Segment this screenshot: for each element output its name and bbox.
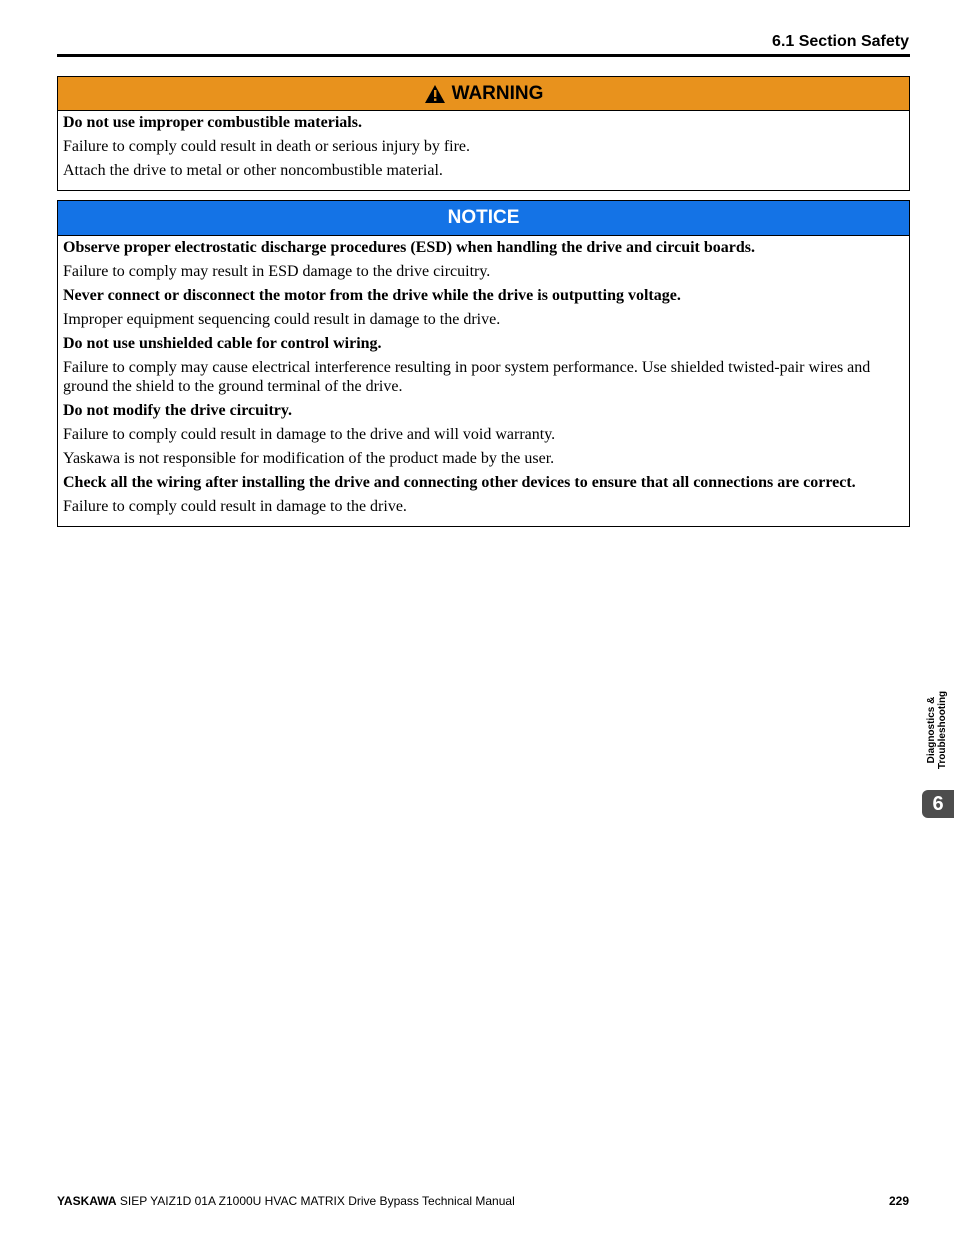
notice-line: Improper equipment sequencing could result in damage to the drive. — [63, 311, 501, 328]
warning-line: Attach the drive to metal or other noncombustible material. — [63, 162, 443, 179]
footer-brand: YASKAWA — [57, 1194, 117, 1208]
notice-line: Yaskawa is not responsible for modification of the product made by the user. — [63, 450, 555, 467]
header-rule — [57, 54, 910, 57]
notice-line: Failure to comply may cause electrical interference resulting in poor system performance. Use shielded twisted-pair wires and ground the shield to the ground terminal of the drive. — [63, 359, 871, 395]
warning-label: WARNING — [451, 82, 544, 104]
notice-line: Failure to comply may result in ESD damage to the drive circuitry. — [63, 263, 491, 280]
footer-manual-name: SIEP YAIZ1D 01A Z1000U HVAC MATRIX Drive Bypass Technical Manual — [116, 1194, 515, 1208]
chapter-tab-line: Troubleshooting — [937, 690, 948, 770]
notice-line: Failure to comply could result in damage to the drive. — [63, 498, 407, 515]
warning-triangle-icon — [424, 84, 446, 104]
warning-body — [58, 111, 909, 190]
notice-line: Never connect or disconnect the motor from the drive while the drive is outputting voltage. — [63, 287, 681, 304]
notice-body — [58, 236, 909, 526]
warning-line: Failure to comply could result in death or serious injury by fire. — [63, 138, 471, 155]
notice-line: Observe proper electrostatic discharge procedures (ESD) when handling the drive and circuit boards. — [63, 239, 755, 256]
notice-header — [58, 201, 909, 236]
warning-header — [58, 77, 909, 111]
warning-line: Do not use improper combustible materials. — [63, 114, 362, 131]
notice-line: Failure to comply could result in damage to the drive and will void warranty. — [63, 426, 556, 443]
notice-box — [57, 200, 910, 527]
warning-box — [57, 76, 910, 191]
notice-line: Do not use unshielded cable for control wiring. — [63, 335, 382, 352]
chapter-tab-label — [920, 680, 954, 780]
footer-manual-title — [57, 1194, 515, 1208]
notice-line: Do not modify the drive circuitry. — [63, 402, 293, 419]
chapter-tab-line: Diagnostics & — [926, 696, 937, 764]
section-title: 6.1 Section Safety — [772, 33, 909, 50]
page-number: 229 — [888, 1194, 909, 1208]
chapter-tab-number: 6 — [922, 790, 954, 818]
notice-line: Check all the wiring after installing the drive and connecting other devices to ensure that all connections are correct. — [63, 474, 856, 491]
notice-label: NOTICE — [447, 207, 520, 228]
